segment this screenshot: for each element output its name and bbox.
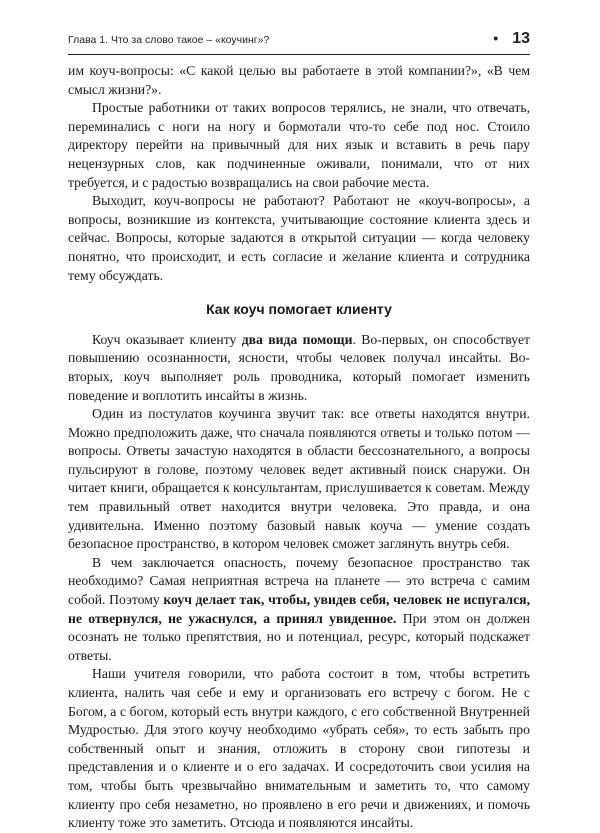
bold-text: два вида помощи (241, 331, 353, 347)
text-run: При этом он должен осознать не только препятствия, но и потенциал, ресурс, который подскажет ответы. (68, 610, 530, 663)
chapter-title: Глава 1. Что за слово такое – «коучинг»? (68, 34, 270, 46)
paragraph (68, 554, 530, 666)
bold-text: коуч делает так, чтобы, увидев себя, человек не испугался, не отвернулся, не ужаснулся, а принял увиденное. (68, 592, 530, 626)
paragraph: Наши учителя говорили, что работа состоит в том, чтобы встретить клиента, налить чая себе и ему и организовать его встречу с богом. Не с Богом, а с богом, который есть внутри каждого, с его собственной Внутренней Мудростью. Для этого коучу необходимо «убрать себя», то есть забыть про собственный опыт и знания, отложить в сторону свои гипотезы и представления и о клиенте и о его задачах. И сосредоточить свои усилия на том, чтобы быть чрезвычайно внимательным и заметить то, что самому клиенту про себя незаметно, но проявлено в его речи и движениях, и помочь клиенту тоже это заметить. Отсюда и появляются инсайты. (68, 666, 530, 831)
page-number: 13 (512, 30, 530, 47)
paragraph: Простые работники от таких вопросов терялись, не знали, что отвечать, переминались с ноги на ногу и бормотали что-то себе под нос. Стоило директору перейти на привычный для них язык и вставить в речь пару нецензурных слов, как подчиненные оживали, понимали, что от них требуется, и с радостью возвращались на свои рабочие места. (68, 100, 530, 190)
page-body (68, 62, 530, 833)
header-rule (68, 54, 530, 55)
paragraph: им коуч-вопросы: «С какой целью вы работаете в этой компании?», «В чем смысл жизни?». (68, 63, 530, 97)
text-run: Коуч оказывает клиенту (92, 331, 242, 347)
paragraph: Один из постулатов коучинга звучит так: все ответы находятся внутри. Можно предположить даже, что сначала появляются ответы и только потом — вопросы. Ответы зачастую находятся в области бессознательного, а вопросы пульсируют в голове, поэтому человек ведет активный поиск снаружи. Он читает книги, обращается к консультантам, прислушивается к советам. Между тем правильный ответ находится внутри человека. Это правда, и она удивительна. Именно поэтому базовый навык коуча — умение создать безопасное пространство, в котором человек сможет заглянуть внутрь себя. (68, 406, 530, 552)
section-heading: Как коуч помогает клиенту (206, 301, 392, 318)
text-run: В чем заключается опасность, почему безопасное пространство так необходимо? Самая неприятная встреча на планете — это встреча с самим собой. Поэтому (68, 554, 530, 608)
page-number-group (493, 30, 530, 48)
bullet-icon: • (493, 30, 499, 46)
paragraph (68, 331, 530, 405)
paragraph: Выходит, коуч-вопросы не работают? Работают не «коуч-вопросы», а вопросы, возникшие из контекста, учитывающие состояние клиента здесь и сейчас. Вопросы, которые задаются в открытой ситуации — когда человеку понятно, что происходит, и есть согласие и желание клиента и сотрудника тему обсуждать. (68, 193, 530, 283)
running-header (68, 30, 530, 50)
text-run: . Во-первых, он способствует повышению осознанности, ясности, чтобы человек получал инсайты. Во-вторых, коуч выполняет роль проводника, который помогает изменить поведение и воплотить инсайты в жизнь. (68, 331, 530, 403)
